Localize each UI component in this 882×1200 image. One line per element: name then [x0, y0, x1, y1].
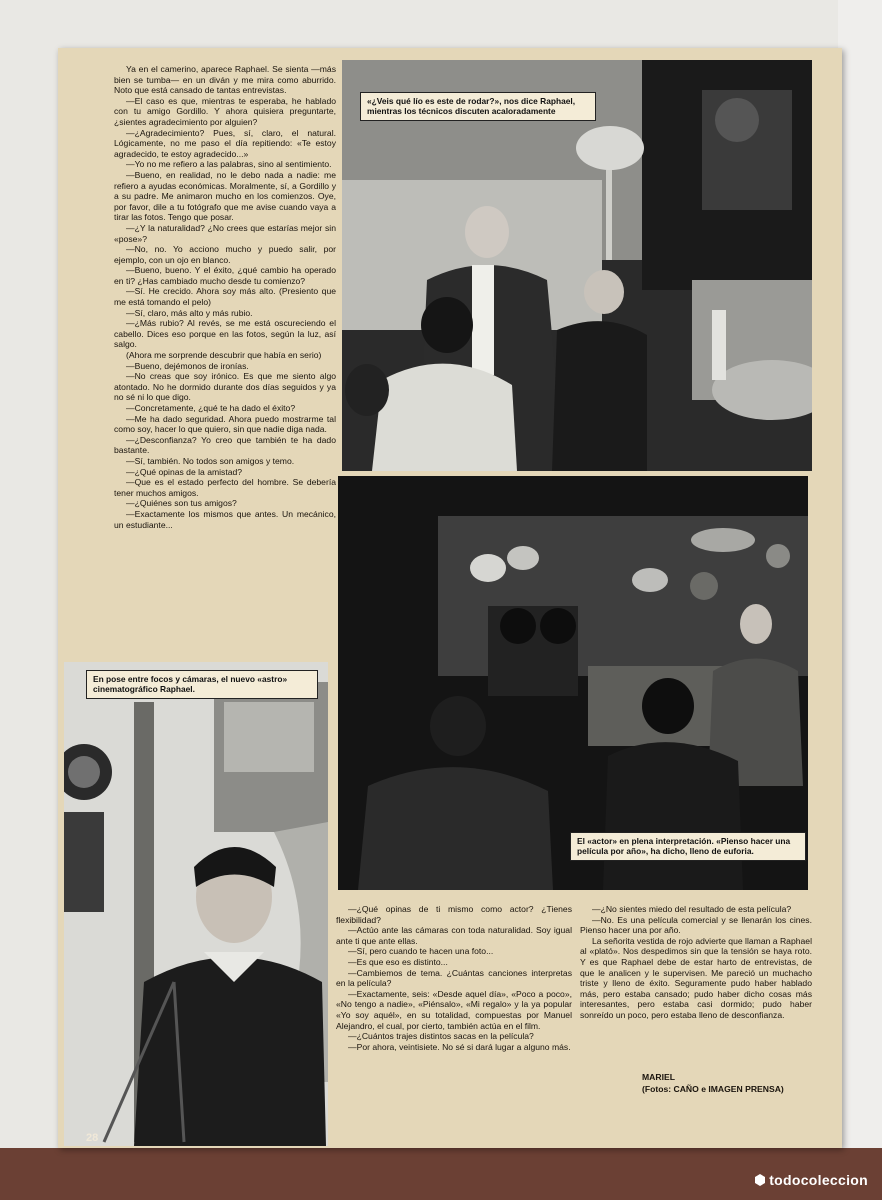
paragraph: —¿Quiénes son tus amigos? [126, 498, 237, 509]
paragraph: —Sí, pero cuando te hacen una foto... [348, 946, 494, 957]
paragraph: —Actúo ante las cámaras con toda naturalidad. Soy igual ante ti que ante ellas. [336, 925, 572, 946]
caption-top-photo: «¿Veis qué lío es este de rodar?», nos dice Raphael, mientras los técnicos discuten acaloradamente [360, 92, 596, 121]
photo-credit: (Fotos: CAÑO e IMAGEN PRENSA) [642, 1084, 784, 1094]
paragraph: —¿Qué opinas de la amistad? [126, 466, 243, 477]
paragraph: —No creas que soy irónico. Es que me siento algo atontado. No he dormido durante dos días seguidos y ya no sé ni lo que digo. [114, 371, 336, 403]
paragraph: —No. Es una película comercial y se llenarán los cines. Pienso hacer una por año. [580, 914, 812, 936]
paragraph: (Ahora me sorprende descubrir que había en serio) [126, 350, 322, 361]
paragraph: —Por ahora, veintisiete. No sé si dará lugar a alguno más. [348, 1041, 571, 1052]
paragraph: —El caso es que, mientras te esperaba, he hablado con tu amigo Gordillo. Y ahora quisiera preguntarte, ¿sientes agradecimiento por alguien? [114, 95, 336, 127]
paragraph: —¿Cuántos trajes distintos sacas en la película? [348, 1031, 534, 1042]
caption-middle-photo: El «actor» en plena interpretación. «Pienso hacer una película por año», ha dicho, lleno de euforia. [570, 832, 806, 861]
paragraph: —Concretamente, ¿qué te ha dado el éxito? [126, 403, 296, 413]
watermark [755, 1172, 868, 1188]
paragraph: —Es que eso es distinto... [348, 956, 448, 967]
paragraph: La señorita vestida de rojo advierte que llaman a Raphael al «plató». Nos despedimos sin que la tensión se haya roto. Y es que Raphael debe de estar harto de entrevistas, de que le analicen y le supervisen. Me pareció un muchacho triste y lleno de éxito. Seguramente pudo haber hablado más, pero estaba cansado; pudo haber dicho cosas más interesantes, pero estaba casi dormido; pudo haber sonreído un poco, pero estaba lleno de desconfianza. [580, 935, 812, 1020]
paragraph: —Yo no me refiero a las palabras, sino al sentimiento. [126, 159, 332, 170]
paragraph: —¿Qué opinas de ti mismo como actor? ¿Tienes flexibilidad? [336, 904, 572, 925]
paragraph: —Sí, claro, más alto y más rubio. [126, 307, 253, 318]
right-text-column [580, 904, 812, 1064]
paragraph: —¿Y la naturalidad? ¿No crees que estarías mejor sin «pose»? [114, 222, 336, 244]
author-byline: MARIEL [642, 1072, 675, 1082]
paragraph: —No, no. Yo acciono mucho y puedo salir, por ejemplo, con un ojo en blanco. [114, 244, 336, 265]
paragraph: —Exactamente, seis: «Desde aquel día», «Poco a poco», «No tengo a nadie», «Piénsalo», «Mi regalo» y la ya popular «Yo soy aquél», en su totalidad, compuestas por Manuel Alejandro, el cual, por cierto, también actúa en el film. [336, 988, 572, 1031]
watermark-text: todocoleccion [769, 1172, 868, 1188]
paragraph: —Sí. He crecido. Ahora soy más alto. (Presiento que me está tomando el pelo) [114, 286, 336, 308]
paragraph: —Bueno, dejémonos de ironías. [126, 360, 249, 371]
page-number: 28 [86, 1132, 99, 1144]
caption-left-photo: En pose entre focos y cámaras, el nuevo «astro» cinematográfico Raphael. [86, 670, 318, 699]
middle-text-column [336, 904, 572, 1096]
paragraph: Ya en el camerino, aparece Raphael. Se sienta —más bien se tumba— en un diván y me mira como aburrido. Noto que está cansado de tantas entrevistas. [114, 64, 336, 96]
paragraph: —Exactamente los mismos que antes. Un mecánico, un estudiante... [114, 508, 336, 530]
paragraph: —¿Desconfianza? Yo creo que también te ha dado bastante. [114, 434, 336, 456]
left-text-column [114, 64, 336, 660]
paragraph: —¿Más rubio? Al revés, se me está oscureciendo el cabello. Dices eso porque en las fotos, según la luz, así salgo. [114, 318, 336, 350]
paragraph: —Bueno, en realidad, no le debo nada a nadie: me refiero a ayudas económicas. Moralmente, sí, a Gordillo y a su padre. Me animaron mucho en los comienzos. Oye, por favor, dile a tu fotógrafo que me avise cuando vaya a tirar las fotos. Tengo que posar. [114, 169, 336, 223]
paragraph: —Que es el estado perfecto del hombre. Se debería tener muchos amigos. [114, 477, 336, 498]
paragraph: —¿Agradecimiento? Pues, sí, claro, el natural. Lógicamente, no me paso el día repitiendo: «Te estoy agradecido, te estoy agradecido...» [114, 127, 336, 159]
watermark-logo-icon [755, 1173, 765, 1185]
paragraph: —Me ha dado seguridad. Ahora puedo mostrarme tal como soy, hacer lo que quiero, sin que nadie diga nada. [114, 413, 336, 435]
background-table [0, 1148, 882, 1200]
paragraph: —¿No sientes miedo del resultado de esta película? [592, 904, 792, 914]
paragraph: —Bueno, bueno. Y el éxito, ¿qué cambio ha operado en ti? ¿Has cambiado mucho desde tu comienzo? [114, 265, 336, 286]
background-right [838, 0, 882, 1200]
paragraph: —Sí, también. No todos son amigos y temo. [126, 455, 295, 466]
photo-raphael-portrait [64, 662, 328, 1146]
paragraph: —Cambiemos de tema. ¿Cuántas canciones interpretas en la película? [336, 967, 572, 989]
photo-film-set-technicians [342, 60, 812, 471]
magazine-page [58, 48, 842, 1148]
photo-actor-performing [338, 476, 808, 890]
